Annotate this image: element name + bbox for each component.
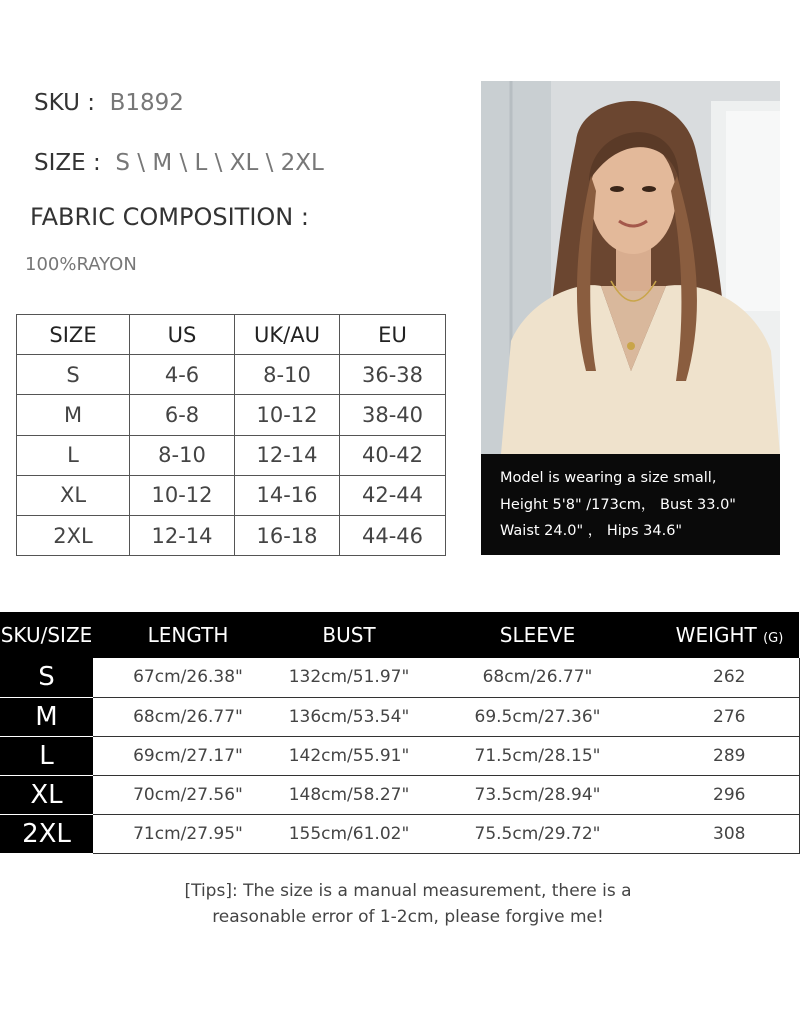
- header-cell: SKU/SIZE: [0, 612, 93, 658]
- table-row: [0, 736, 799, 775]
- table-cell: 69cm/27.17": [93, 736, 283, 775]
- table-cell: 8-10: [130, 435, 235, 475]
- table-cell: 10-12: [235, 395, 340, 435]
- table-cell: 136cm/53.54": [283, 697, 415, 736]
- size-cell: L: [0, 736, 93, 775]
- measurement-table: [0, 612, 800, 854]
- size-cell: M: [0, 697, 93, 736]
- table-cell: 8-10: [235, 355, 340, 395]
- fabric-composition-label: FABRIC COMPOSITION :: [30, 203, 309, 231]
- table-cell: 69.5cm/27.36": [415, 697, 660, 736]
- size-line: [34, 150, 324, 176]
- weight-unit: (G): [763, 631, 784, 646]
- table-cell: 142cm/55.91": [283, 736, 415, 775]
- table-cell: 42-44: [340, 475, 446, 515]
- table-cell: 73.5cm/28.94": [415, 776, 660, 815]
- table-cell: XL: [17, 475, 130, 515]
- size-cell: XL: [0, 776, 93, 815]
- header-cell: LENGTH: [93, 612, 283, 658]
- table-cell: S: [17, 355, 130, 395]
- table-cell: 262: [660, 658, 799, 697]
- tips-line: reasonable error of 1-2cm, please forgive me!: [212, 907, 604, 927]
- table-row: [0, 697, 799, 736]
- model-caption-line: Waist 24.0" ， Hips 34.6": [500, 523, 683, 539]
- sku-line: [34, 90, 184, 116]
- table-cell: 36-38: [340, 355, 446, 395]
- table-header-row: [17, 315, 446, 355]
- table-cell: 308: [660, 815, 799, 854]
- table-cell: 71cm/27.95": [93, 815, 283, 854]
- model-caption-line: Model is wearing a size small,: [500, 470, 717, 486]
- table-row: [0, 776, 799, 815]
- size-value: S \ M \ L \ XL \ 2XL: [115, 150, 324, 176]
- table-row: [17, 475, 446, 515]
- table-row: [0, 658, 799, 697]
- size-conversion-table: [16, 314, 446, 556]
- table-cell: 132cm/51.97": [283, 658, 415, 697]
- table-cell: 296: [660, 776, 799, 815]
- table-cell: 71.5cm/28.15": [415, 736, 660, 775]
- table-cell: 12-14: [235, 435, 340, 475]
- table-cell: 68cm/26.77": [93, 697, 283, 736]
- header-cell: EU: [340, 315, 446, 355]
- table-row: [17, 355, 446, 395]
- model-caption-line: Height 5'8" /173cm， Bust 33.0": [500, 496, 736, 513]
- table-cell: 40-42: [340, 435, 446, 475]
- table-cell: 12-14: [130, 515, 235, 555]
- model-caption: [481, 454, 780, 555]
- size-label: SIZE :: [34, 150, 101, 176]
- table-cell: 75.5cm/29.72": [415, 815, 660, 854]
- table-cell: 4-6: [130, 355, 235, 395]
- table-cell: 67cm/26.38": [93, 658, 283, 697]
- header-cell: SIZE: [17, 315, 130, 355]
- model-photo: [481, 81, 780, 555]
- table-cell: 44-46: [340, 515, 446, 555]
- table-cell: 6-8: [130, 395, 235, 435]
- table-cell: M: [17, 395, 130, 435]
- table-row: [17, 395, 446, 435]
- header-cell: US: [130, 315, 235, 355]
- header-cell: [660, 612, 799, 658]
- header-cell: UK/AU: [235, 315, 340, 355]
- sku-label: SKU :: [34, 90, 95, 116]
- weight-header: WEIGHT: [675, 623, 757, 647]
- table-row: [17, 515, 446, 555]
- table-cell: 289: [660, 736, 799, 775]
- table-row: [17, 435, 446, 475]
- tips-line: [Tips]: The size is a manual measurement, there is a: [184, 881, 632, 901]
- table-header-row: [0, 612, 799, 658]
- table-cell: 70cm/27.56": [93, 776, 283, 815]
- table-row: [0, 815, 799, 854]
- sku-value: B1892: [109, 90, 184, 116]
- header-cell: BUST: [283, 612, 415, 658]
- tips-note: [0, 878, 800, 930]
- header-cell: SLEEVE: [415, 612, 660, 658]
- table-cell: 16-18: [235, 515, 340, 555]
- table-cell: 276: [660, 697, 799, 736]
- table-cell: L: [17, 435, 130, 475]
- table-cell: 10-12: [130, 475, 235, 515]
- table-cell: 68cm/26.77": [415, 658, 660, 697]
- table-cell: 14-16: [235, 475, 340, 515]
- size-cell: S: [0, 658, 93, 697]
- table-cell: 155cm/61.02": [283, 815, 415, 854]
- table-cell: 2XL: [17, 515, 130, 555]
- fabric-composition-value: 100%RAYON: [25, 254, 137, 275]
- model-illustration: [481, 81, 780, 454]
- table-cell: 148cm/58.27": [283, 776, 415, 815]
- size-cell: 2XL: [0, 815, 93, 854]
- table-cell: 38-40: [340, 395, 446, 435]
